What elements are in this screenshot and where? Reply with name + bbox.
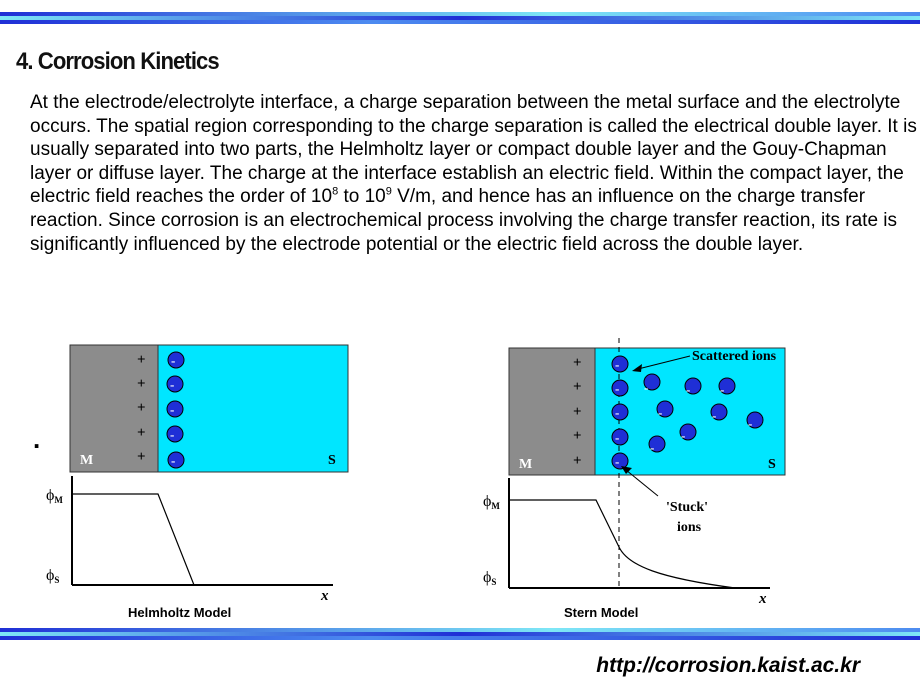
svg-text:-: - xyxy=(748,416,753,431)
exponent-9: 9 xyxy=(385,186,392,199)
stuck-ions-label-1: 'Stuck' xyxy=(666,500,709,515)
ion-icon xyxy=(612,404,628,420)
footer-url: http://corrosion.kaist.ac.kr xyxy=(596,654,860,677)
plus-sign: + xyxy=(573,404,582,420)
stern-solution-label: S xyxy=(768,457,776,472)
svg-text:-: - xyxy=(615,357,620,372)
plus-sign: + xyxy=(137,425,146,441)
exponent-8: 8 xyxy=(332,186,339,199)
helmholtz-phi-m: ϕM xyxy=(46,487,63,505)
stern-phi-m: ϕM xyxy=(483,493,500,511)
bottom-decorative-band xyxy=(0,628,920,640)
helmholtz-metal-label: M xyxy=(80,453,94,468)
plus-sign: + xyxy=(573,453,582,469)
svg-text:-: - xyxy=(658,405,663,420)
ion-icon xyxy=(612,380,628,396)
svg-text:-: - xyxy=(170,427,175,442)
svg-text:-: - xyxy=(615,381,620,396)
stern-phi-s: ϕS xyxy=(483,569,497,587)
svg-text:-: - xyxy=(615,430,620,445)
bullet-dot: . xyxy=(33,424,41,454)
helmholtz-x-label: x xyxy=(321,588,329,604)
helmholtz-phi-s: ϕS xyxy=(46,567,60,585)
plus-sign: + xyxy=(137,400,146,416)
plus-sign: + xyxy=(573,428,582,444)
paragraph-mid: to 10 xyxy=(338,186,386,208)
plus-sign: + xyxy=(573,355,582,371)
ion-icon xyxy=(612,453,628,469)
helmholtz-caption: Helmholtz Model xyxy=(128,605,232,620)
svg-text:-: - xyxy=(686,382,691,397)
plus-sign: + xyxy=(137,449,146,465)
stuck-ions-label-2: ions xyxy=(677,520,702,535)
svg-text:-: - xyxy=(644,380,649,395)
scattered-ions-label: Scattered ions xyxy=(692,349,777,364)
paragraph-part2: V/m, and hence has an influence on the charge transfer reaction. Since corrosion is an electrochemical process involving the charge transfer reaction, its rate is significantly influenced by the electrode potential or the electric field across the double layer. xyxy=(30,186,898,255)
svg-text:-: - xyxy=(712,408,717,423)
svg-text:-: - xyxy=(171,353,176,368)
svg-text:-: - xyxy=(171,453,176,468)
plus-sign: + xyxy=(137,376,146,392)
svg-text:-: - xyxy=(650,440,655,455)
svg-text:-: - xyxy=(615,454,620,469)
paragraph-part1: At the electrode/electrolyte interface, a charge separation between the metal surface and the electrolyte occurs. The spatial region corresponding to the charge separation is called the electrical double layer. It is usually separated into two parts, the Helmholtz layer or compact double layer and the Gouy-Chapman layer or diffuse layer. The charge at the interface establish an electric field. Within the compact layer, the electric field reaches the order of 10 xyxy=(30,92,917,208)
plus-sign: + xyxy=(573,379,582,395)
stern-caption: Stern Model xyxy=(564,605,639,620)
page-title: 4. Corrosion Kinetics xyxy=(16,48,219,75)
svg-text:-: - xyxy=(681,428,686,443)
helmholtz-solution-label: S xyxy=(328,453,336,468)
ion-icon xyxy=(612,356,628,372)
stern-metal xyxy=(509,348,595,475)
svg-text:-: - xyxy=(170,402,175,417)
svg-text:-: - xyxy=(170,377,175,392)
svg-text:-: - xyxy=(720,382,725,397)
plus-sign: + xyxy=(137,352,146,368)
stern-metal-label: M xyxy=(519,457,533,472)
ion-icon xyxy=(612,429,628,445)
svg-text:-: - xyxy=(615,405,620,420)
stern-x-label: x xyxy=(759,591,767,607)
